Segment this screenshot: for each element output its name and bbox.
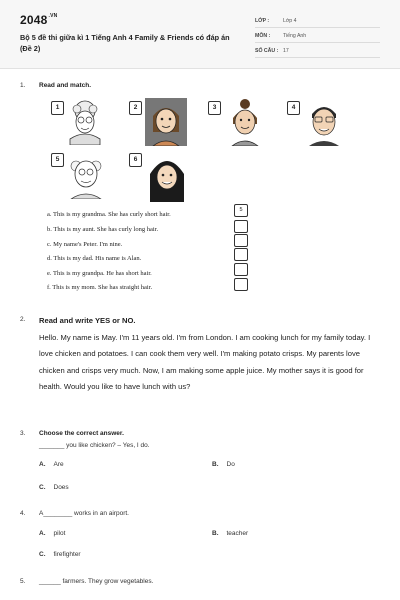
question-title: Read and match. [39,82,92,89]
picture-number: 6 [129,153,142,167]
answer-option[interactable]: B. Do [212,461,235,468]
match-sentence: a. This is my grandma. She has curly short hair. [47,211,171,218]
answer-option[interactable]: C. firefighter [39,551,81,558]
answer-box[interactable] [234,278,248,291]
question-number: 2. [20,316,26,323]
document-title: Bộ 5 đề thi giữa kì 1 Tiếng Anh 4 Family & Friends có đáp án (Đề 2) [20,33,230,53]
picture-number: 5 [51,153,64,167]
answer-box[interactable] [234,234,248,247]
reading-passage: Hello. My name is May. I'm 11 years old. I'm from London. I am cooking lunch for my family today. I love chicken and potatoes. I can cook them very well. I'm making potato crisps. My parents love chicken and crisps very much. Now, I am making some apple juice. My mother says it is good for health. Would you like to have lunch with us? [39,333,371,391]
answer-box[interactable] [234,220,248,233]
question-number: 4. [20,510,26,517]
match-sentence: e. This is my grandpa. He has short hair. [47,270,152,277]
question-number: 1. [20,82,26,89]
match-sentence: b. This is my aunt. She has curly long hair. [47,226,159,233]
meta-subject: MÔN : Tiếng Anh [255,30,380,43]
grandpa-picture [65,151,107,199]
document-header [0,0,400,69]
answer-option[interactable]: A. pilot [39,530,66,537]
picture-number: 2 [129,101,142,115]
answer-box[interactable]: 5 [234,204,248,217]
grandma-picture [64,99,106,145]
answer-option[interactable]: B. teacher [212,530,249,537]
match-sentence: d. This is my dad. His name is Alan. [47,255,142,262]
question-title: Choose the correct answer. [39,430,124,437]
girl-picture [145,98,187,146]
question-stem: A________ works in an airport. [39,510,129,517]
answer-option[interactable]: C. Does [39,484,69,491]
meta-question-count: SỐ CÂU : 17 [255,45,380,58]
aunt-picture [146,152,188,202]
question-title: Read and write YES or NO. [39,316,136,325]
picture-number: 1 [51,101,64,115]
answer-option[interactable]: A. Are [39,461,64,468]
answer-box[interactable] [234,263,248,276]
picture-number: 3 [208,101,221,115]
match-sentence: c. My name's Peter. I'm nine. [47,241,123,248]
dad-picture [303,98,345,146]
question-number: 5. [20,578,26,585]
question-stem: ______ farmers. They grow vegetables. [39,578,154,585]
answer-box[interactable] [234,248,248,261]
match-sentence: f. This is my mom. She has straight hair. [47,284,153,291]
picture-number: 4 [287,101,300,115]
mom-picture [224,98,266,146]
question-number: 3. [20,430,26,437]
site-logo[interactable]: $2048^{.VN}$ [20,13,58,27]
question-stem: _______ you like chicken? – Yes, I do. [39,442,150,449]
meta-grade: LỚP : Lớp 4 [255,15,380,28]
